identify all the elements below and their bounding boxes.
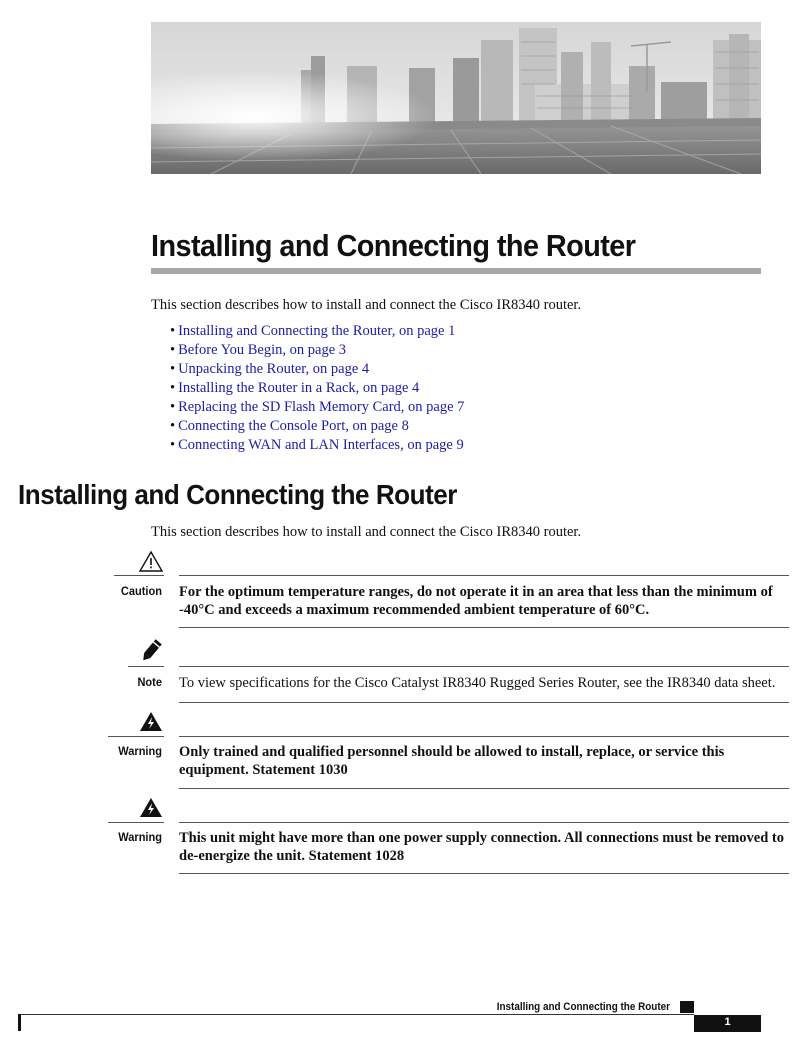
note-text: To view specifications for the Cisco Catalyst IR8340 Rugged Series Router, see the IR8340 data sheet. [179,675,776,691]
bullet: • [170,380,176,396]
toc-item[interactable] [170,436,464,455]
chapter-intro: This section describes how to install and connect the Cisco IR8340 router. [151,297,582,313]
chapter-title-rule [151,268,761,274]
toc-item[interactable] [170,379,464,398]
bullet: • [170,418,176,434]
warning-text: This unit might have more than one power supply connection. All connections must be removed to de-energize the unit. Statement 1028 [179,830,785,864]
page-number: 1 [724,1016,731,1028]
toc-link[interactable]: Replacing the SD Flash Memory Card, on page 7 [178,399,465,415]
toc-link[interactable]: Installing and Connecting the Router, on page 1 [178,323,456,339]
warning-label: Warning [118,830,162,844]
chapter-banner-image [151,22,761,174]
lightning-warning-icon [138,796,164,820]
footer-rule [18,1014,694,1015]
caution-label-rule [114,575,164,576]
section-intro: This section describes how to install and connect the Cisco IR8340 router. [151,524,582,540]
warning-top-rule [179,736,789,737]
lightning-warning-icon [138,710,164,734]
chapter-title: Installing and Connecting the Router [151,228,636,263]
footer-tick [18,1014,21,1031]
footer-chapter-title: Installing and Connecting the Router [496,1001,670,1013]
toc-link[interactable]: Before You Begin, on page 3 [178,342,347,358]
warning-label: Warning [118,744,162,758]
bullet: • [170,342,176,358]
toc-item[interactable] [170,398,464,417]
pencil-icon [138,638,164,662]
note-top-rule [179,666,789,667]
caution-top-rule [179,575,789,576]
note-label-rule [128,666,164,667]
toc-link[interactable]: Connecting the Console Port, on page 8 [178,418,409,434]
note-bottom-rule [179,702,789,703]
warning-bottom-rule [179,873,789,874]
bullet: • [170,323,176,339]
note-label: Note [137,675,162,689]
section-title: Installing and Connecting the Router [18,479,457,510]
toc-item[interactable] [170,417,464,436]
caution-bottom-rule [179,627,789,628]
caution-text: For the optimum temperature ranges, do not operate it in an area that less than the minimum of -40°C and exceeds a maximum recommended ambient temperature of 60°C. [179,584,773,618]
warning-bottom-rule [179,788,789,789]
caution-label: Caution [120,584,162,598]
toc-item[interactable] [170,341,464,360]
toc-link[interactable]: Installing the Router in a Rack, on page 4 [178,380,420,396]
toc-link[interactable]: Connecting WAN and LAN Interfaces, on page 9 [178,437,464,453]
bullet: • [170,361,176,377]
chapter-toc [170,322,464,455]
footer-marker [680,1001,694,1013]
warning-label-rule [108,822,164,823]
toc-item[interactable] [170,322,464,341]
warning-text: Only trained and qualified personnel should be allowed to install, replace, or service this equipment. Statement 1030 [179,744,725,778]
bullet: • [170,399,176,415]
warning-top-rule [179,822,789,823]
warning-label-rule [108,736,164,737]
caution-triangle-icon [138,550,164,574]
toc-link[interactable]: Unpacking the Router, on page 4 [178,361,370,377]
bullet: • [170,437,176,453]
toc-item[interactable] [170,360,464,379]
